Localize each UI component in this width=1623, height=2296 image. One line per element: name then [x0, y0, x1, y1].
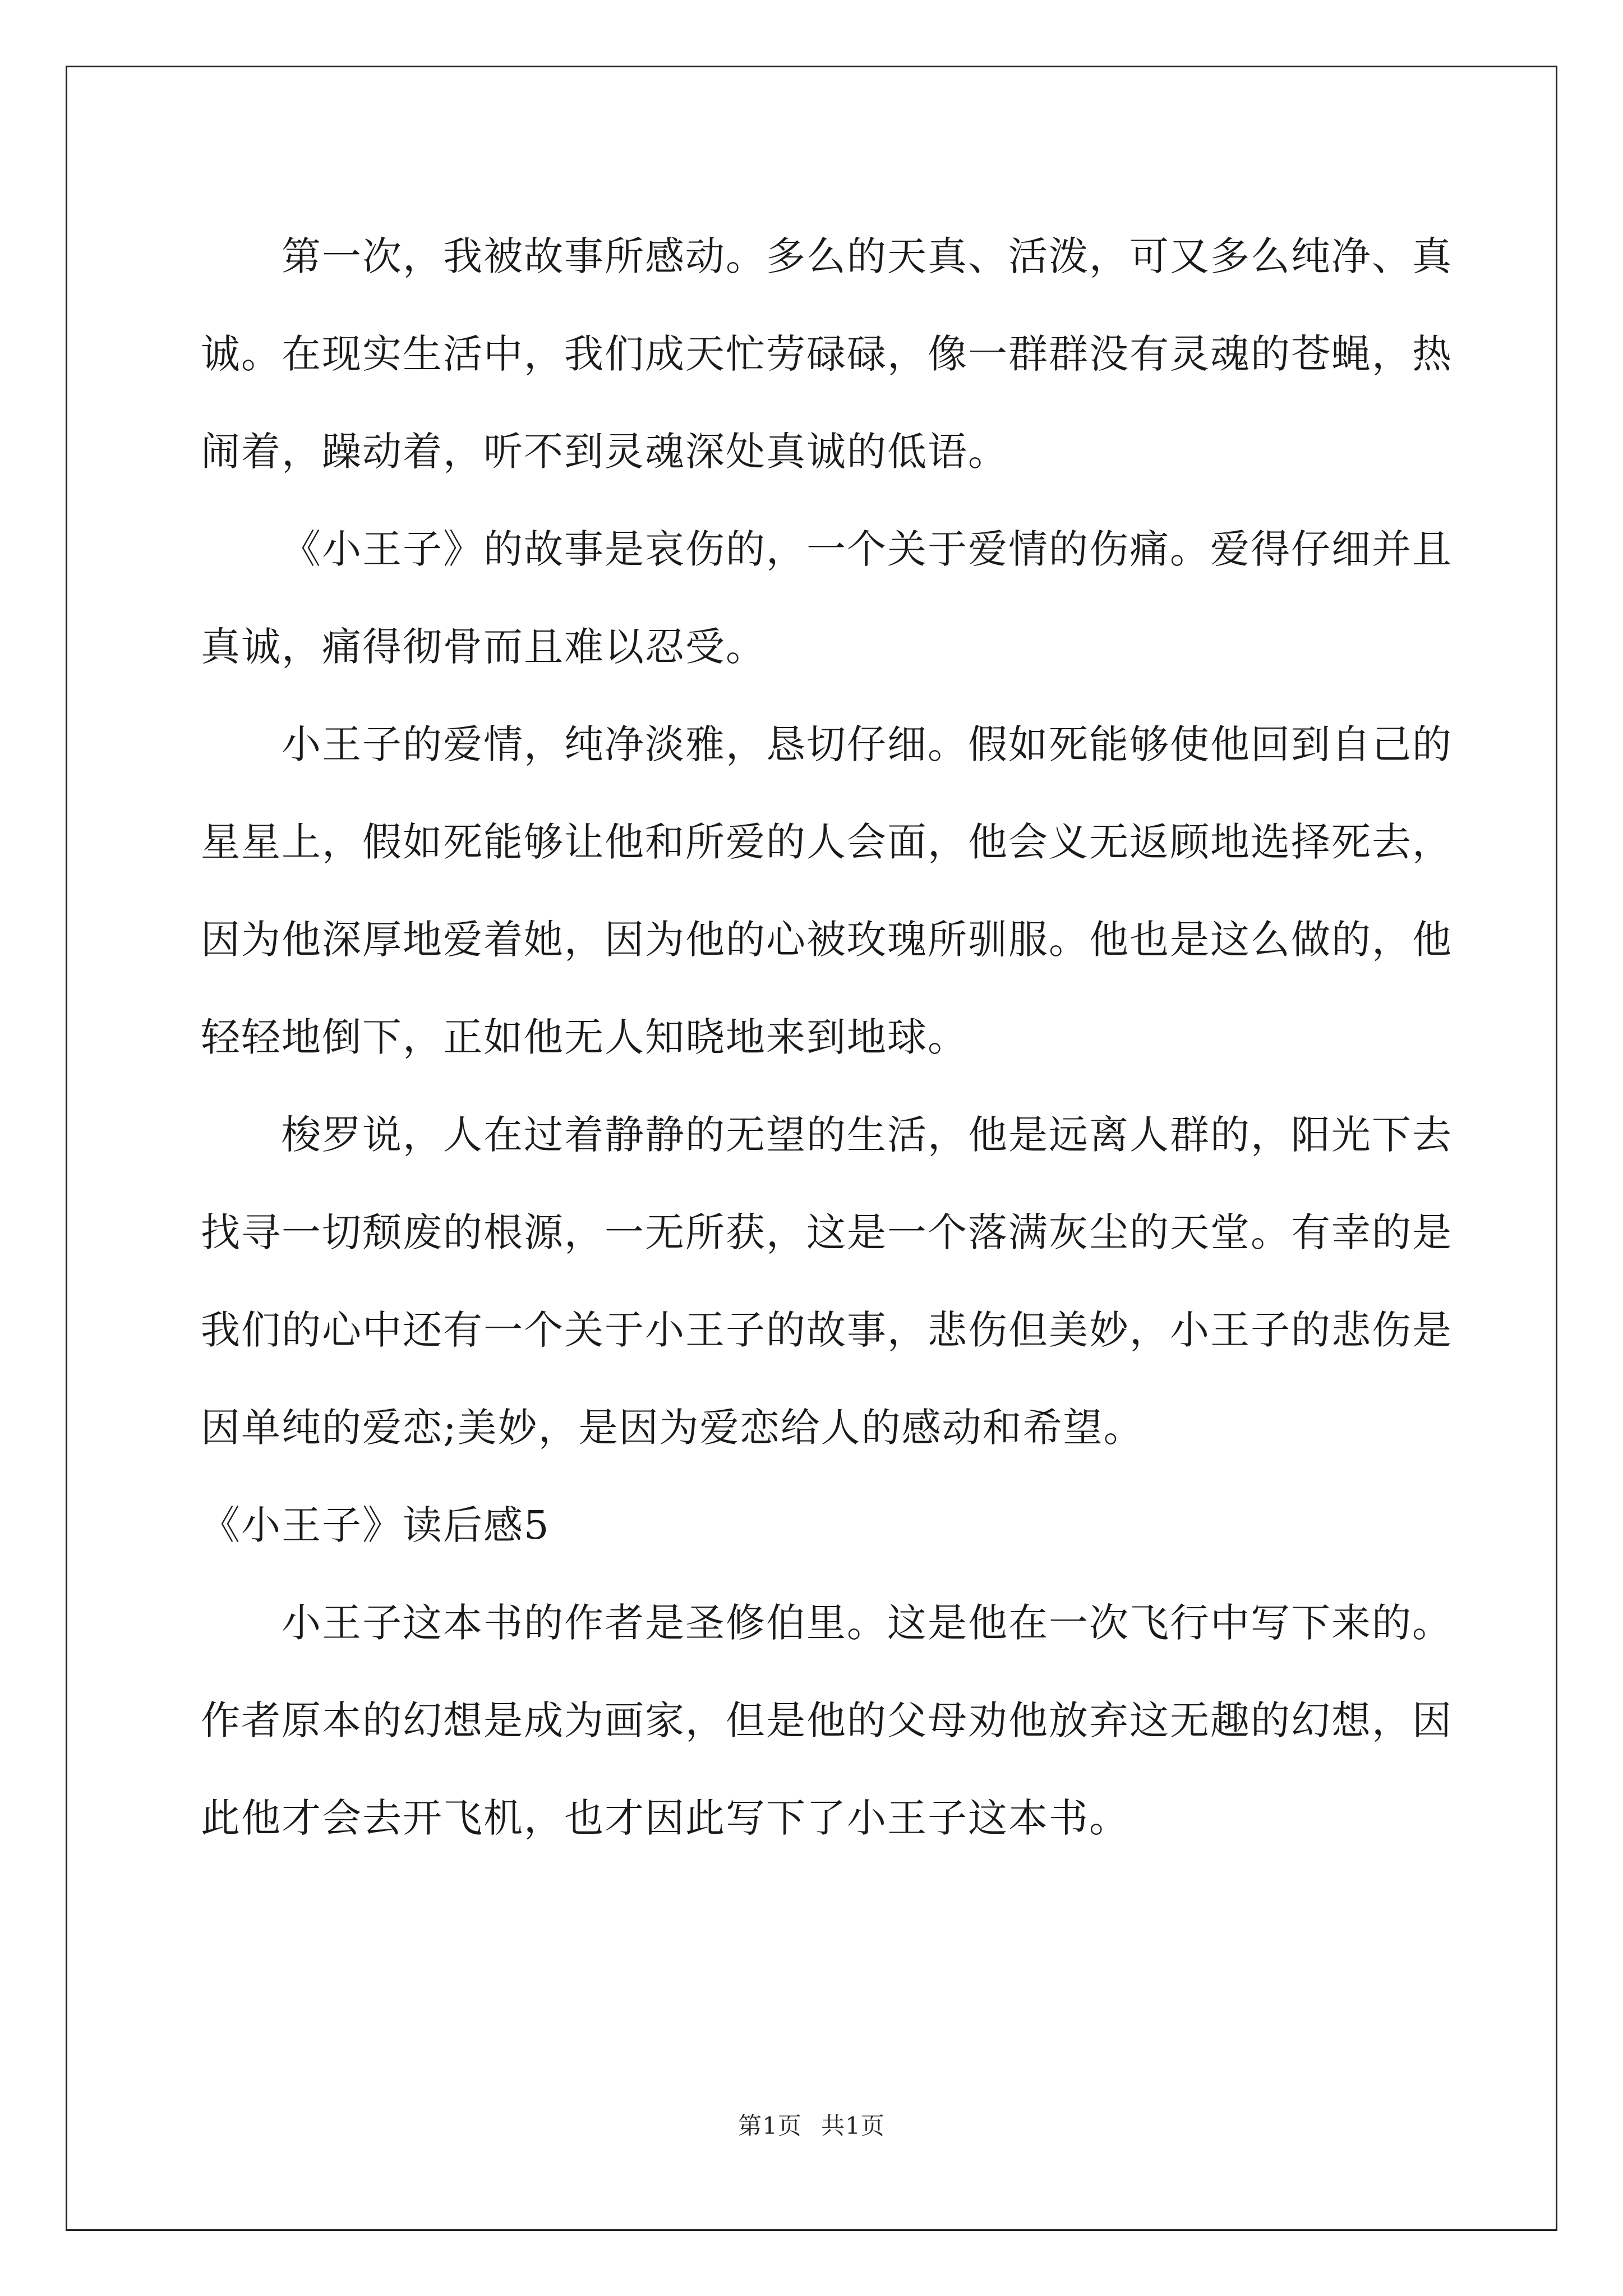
document-body — [201, 208, 1485, 1867]
page-footer — [0, 2109, 1623, 2143]
section-heading: 《小王子》读后感5 — [201, 1502, 550, 1548]
paragraph-5: 小王子这本书的作者是圣修伯里。这是他在一次飞行中写下来的。作者原本的幻想是成为画家，但是他的父母劝他放弃这无趣的幻想，因此他才会去开飞机，也才因此写下了小王子这本书。 — [201, 1600, 1453, 1841]
paragraph-3: 小王子的爱情，纯净淡雅，恳切仔细。假如死能够使他回到自己的星星上，假如死能够让他和所爱的人会面，他会义无返顾地选择死去，因为他深厚地爱着她，因为他的心被玫瑰所驯服。他也是这么做的，他轻轻地倒下，正如他无人知晓地来到地球。 — [201, 721, 1453, 1060]
paragraph-1: 第一次，我被故事所感动。多么的天真、活泼，可又多么纯净、真诚。在现实生活中，我们成天忙劳碌碌，像一群群没有灵魂的苍蝇，热闹着，躁动着，听不到灵魂深处真诚的低语。 — [201, 233, 1453, 475]
paragraph-4: 梭罗说，人在过着静静的无望的生活，他是远离人群的，阳光下去找寻一切颓废的根源，一无所获，这是一个落满灰尘的天堂。有幸的是我们的心中还有一个关于小王子的故事，悲伤但美妙，小王子的悲伤是因单纯的爱恋;美妙，是因为爱恋给人的感动和希望。 — [201, 1112, 1453, 1451]
paragraph-2: 《小王子》的故事是哀伤的，一个关于爱情的伤痛。爱得仔细并且真诚，痛得彻骨而且难以忍受。 — [201, 526, 1453, 670]
page-total: 共1页 — [821, 2112, 885, 2139]
page-number: 第1页 — [738, 2112, 802, 2139]
